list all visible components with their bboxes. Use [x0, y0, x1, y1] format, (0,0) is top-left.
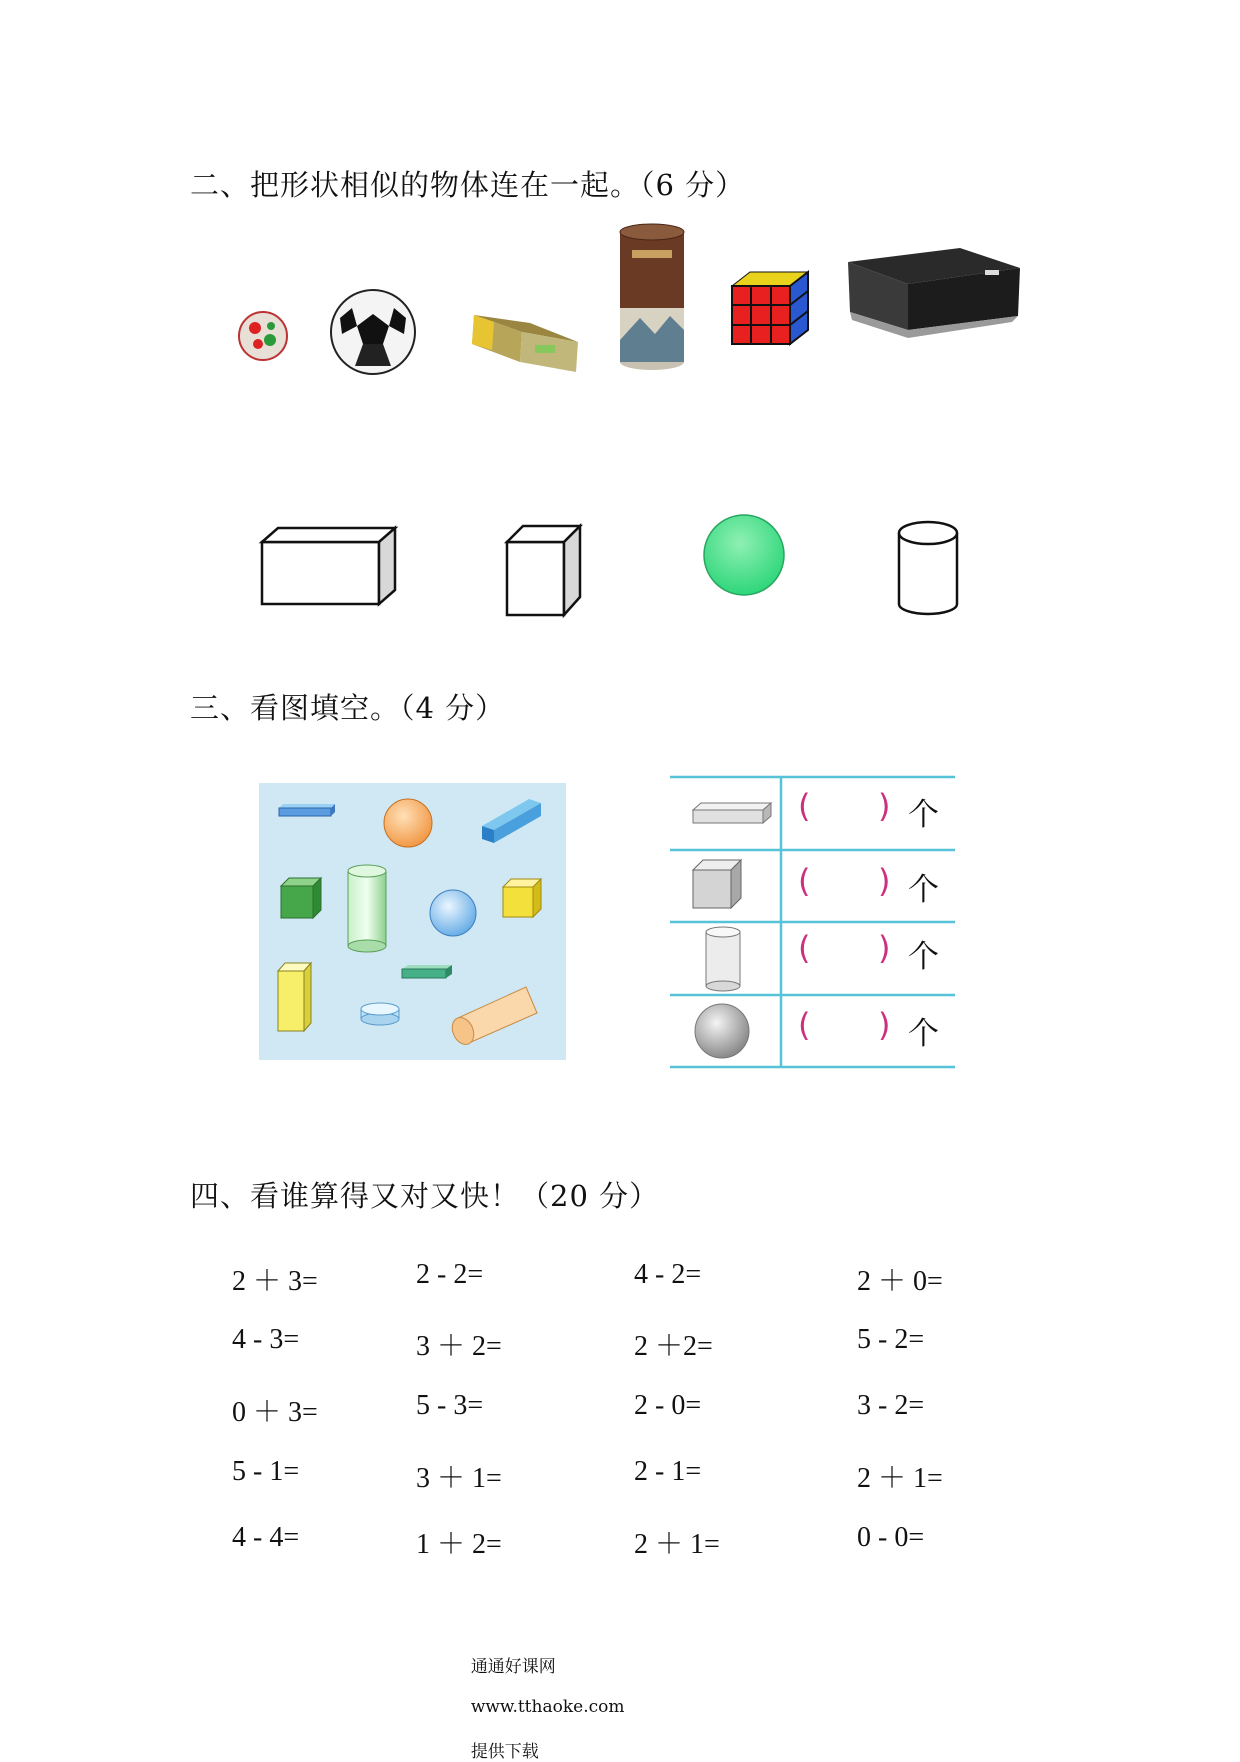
- arithmetic-problem[interactable]: 4 - 4=: [232, 1522, 300, 1553]
- yellow-tall-cuboid: [278, 963, 311, 1031]
- arithmetic-problem[interactable]: 1 ＋ 2=: [416, 1529, 502, 1560]
- blue-sphere: [430, 890, 476, 936]
- answer-paren-open[interactable]: (: [798, 1006, 811, 1044]
- section-2-heading: 二、把形状相似的物体连在一起。（6 分）: [190, 168, 746, 202]
- arithmetic-problem[interactable]: 2 ＋ 0=: [857, 1266, 943, 1297]
- arithmetic-problem[interactable]: 4 - 3=: [232, 1324, 300, 1355]
- arithmetic-problem[interactable]: 3 ＋ 2=: [416, 1331, 502, 1362]
- row-cylinder-icon: [706, 927, 740, 991]
- table-row-cube: [798, 862, 948, 922]
- objects-row: [0, 220, 1240, 390]
- shapes-row: [0, 500, 1240, 630]
- arithmetic-problem[interactable]: 2 ＋ 1=: [857, 1463, 943, 1494]
- answer-paren-open[interactable]: (: [798, 862, 811, 900]
- unit-label: 个: [908, 797, 939, 833]
- arithmetic-problem[interactable]: 2 ＋ 3=: [232, 1266, 318, 1297]
- unit-label: 个: [908, 939, 939, 975]
- table-row-cuboid: [798, 787, 948, 847]
- answer-paren-open[interactable]: (: [798, 787, 811, 825]
- footer-site-name: 通通好课网: [470, 1657, 556, 1677]
- matchbox-image: [472, 315, 578, 372]
- row-sphere-icon: [695, 1004, 749, 1058]
- sphere-shape: [704, 515, 784, 595]
- soccer-ball-image: [331, 290, 415, 374]
- unit-label: 个: [908, 1016, 939, 1052]
- arithmetic-problem[interactable]: 5 - 2=: [857, 1324, 925, 1355]
- arithmetic-problem[interactable]: 5 - 3=: [416, 1390, 484, 1421]
- shoe-box-image: [848, 248, 1020, 338]
- rubiks-cube-image: [732, 272, 808, 344]
- arithmetic-problem[interactable]: 5 - 1=: [232, 1456, 300, 1487]
- row-cube-icon: [693, 860, 741, 908]
- unit-label: 个: [908, 872, 939, 908]
- table-row-sphere: [798, 1006, 948, 1066]
- row-cuboid-icon: [693, 803, 771, 823]
- blue-disc-cylinder: [361, 1003, 399, 1025]
- table-row-cylinder: [798, 929, 948, 989]
- answer-paren-close: ): [878, 929, 891, 967]
- orange-sphere: [384, 799, 432, 847]
- cuboid-shape: [262, 528, 395, 604]
- section-3-heading: 三、看图填空。（4 分）: [190, 691, 506, 725]
- section-4-heading: 四、看谁算得又对又快！（20 分）: [190, 1179, 660, 1213]
- footer: [460, 1632, 624, 1762]
- flat-green-cuboid: [402, 965, 452, 978]
- answer-paren-close: ): [878, 862, 891, 900]
- arithmetic-problem[interactable]: 2 - 1=: [634, 1456, 702, 1487]
- green-cylinder: [348, 865, 386, 952]
- green-cube: [281, 878, 321, 918]
- arithmetic-problem[interactable]: 0 ＋ 3=: [232, 1397, 318, 1428]
- answer-paren-close: ): [878, 1006, 891, 1044]
- arithmetic-problem[interactable]: 3 - 2=: [857, 1390, 925, 1421]
- flat-blue-cuboid: [279, 804, 335, 816]
- tea-can-image: [620, 224, 684, 370]
- answer-paren-close: ): [878, 787, 891, 825]
- arithmetic-problem[interactable]: 3 ＋ 1=: [416, 1463, 502, 1494]
- arithmetic-problem[interactable]: 2 ＋ 1=: [634, 1529, 720, 1560]
- shapes-picture-panel: [245, 775, 575, 1075]
- arithmetic-problem[interactable]: 0 - 0=: [857, 1522, 925, 1553]
- arithmetic-problem[interactable]: 4 - 2=: [634, 1259, 702, 1290]
- cylinder-shape: [899, 522, 957, 614]
- footer-url[interactable]: www.tthaoke.com: [470, 1697, 625, 1717]
- answer-paren-open[interactable]: (: [798, 929, 811, 967]
- arithmetic-problem[interactable]: 2 - 2=: [416, 1259, 484, 1290]
- small-ball-image: [239, 312, 287, 360]
- arithmetic-problem[interactable]: 2 ＋2=: [634, 1331, 713, 1362]
- cube-shape: [507, 526, 580, 615]
- footer-suffix: 提供下载: [470, 1742, 539, 1762]
- arithmetic-problem[interactable]: 2 - 0=: [634, 1390, 702, 1421]
- yellow-cube: [503, 879, 541, 917]
